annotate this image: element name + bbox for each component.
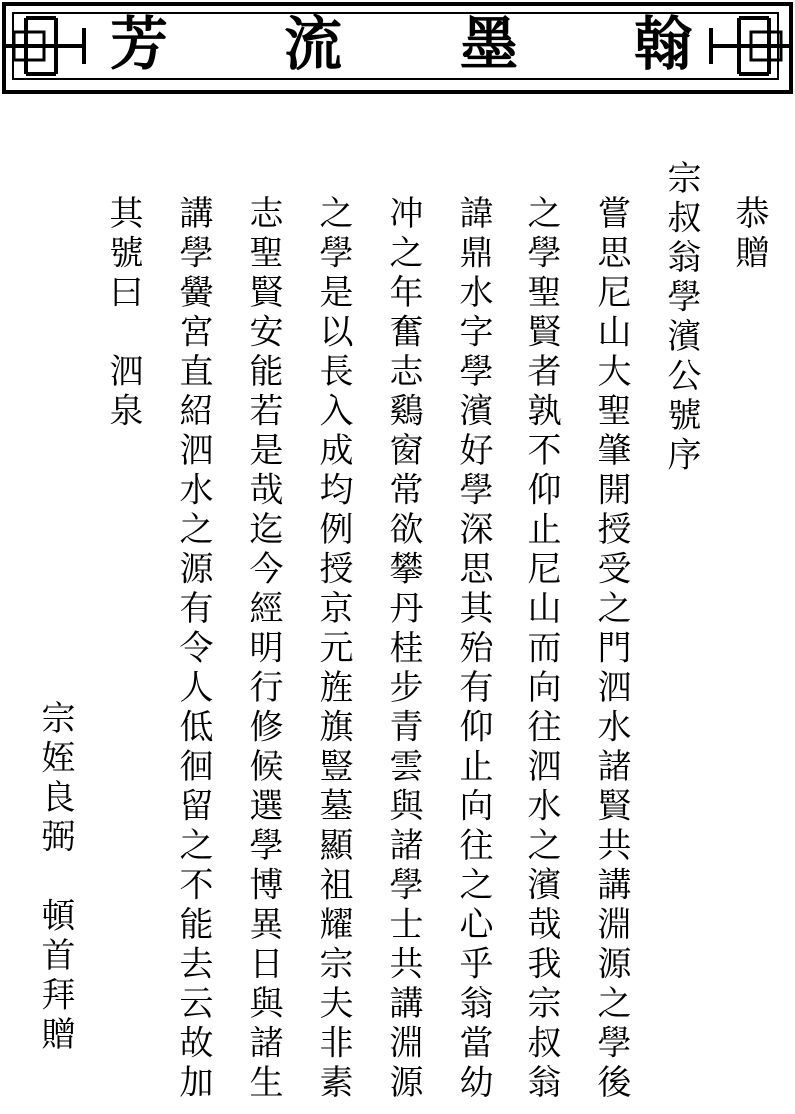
poem-column-1: 恭贈: [729, 195, 769, 274]
title-char-3: 墨: [460, 10, 519, 78]
poem-column-6: 冲之年奮志鷄窗常欲攀丹桂步青雲與諸學士共講淵源: [383, 195, 423, 1104]
poem-column-7: 之學是以長入成均例授京元旌旗豎墓顯祖耀宗夫非素: [313, 195, 353, 1104]
poem-column-8: 志聖賢安能若是哉迄今經明行修候選學博異日與諸生: [243, 195, 283, 1104]
signature-column: 宗姪良弼 頓首拜贈: [35, 700, 75, 1056]
title-char-4: 翰: [634, 10, 693, 78]
header-banner: [2, 2, 793, 94]
poem-column-9: 講學黌宮直紹泗水之源有令人低徊留之不能去云故加: [173, 195, 213, 1104]
title-char-1: 芳: [110, 10, 169, 78]
poem-column-10: 其號曰 泗泉: [103, 195, 143, 432]
right-fret-ornament-icon: [697, 8, 789, 86]
poem-column-2: 宗叔翁學濱公號序: [661, 160, 701, 476]
poem-column-4: 之學聖賢者孰不仰止尼山而向往泗水之濱哉我宗叔翁: [521, 195, 561, 1104]
poem-column-5: 諱鼎水字學濱好學深思其殆有仰止向往之心乎翁當幼: [453, 195, 493, 1104]
title-char-2: 流: [284, 10, 343, 78]
poem-column-3: 嘗思尼山大聖肇開授受之門泗水諸賢共講淵源之學後: [591, 195, 631, 1104]
left-fret-ornament-icon: [6, 8, 98, 86]
